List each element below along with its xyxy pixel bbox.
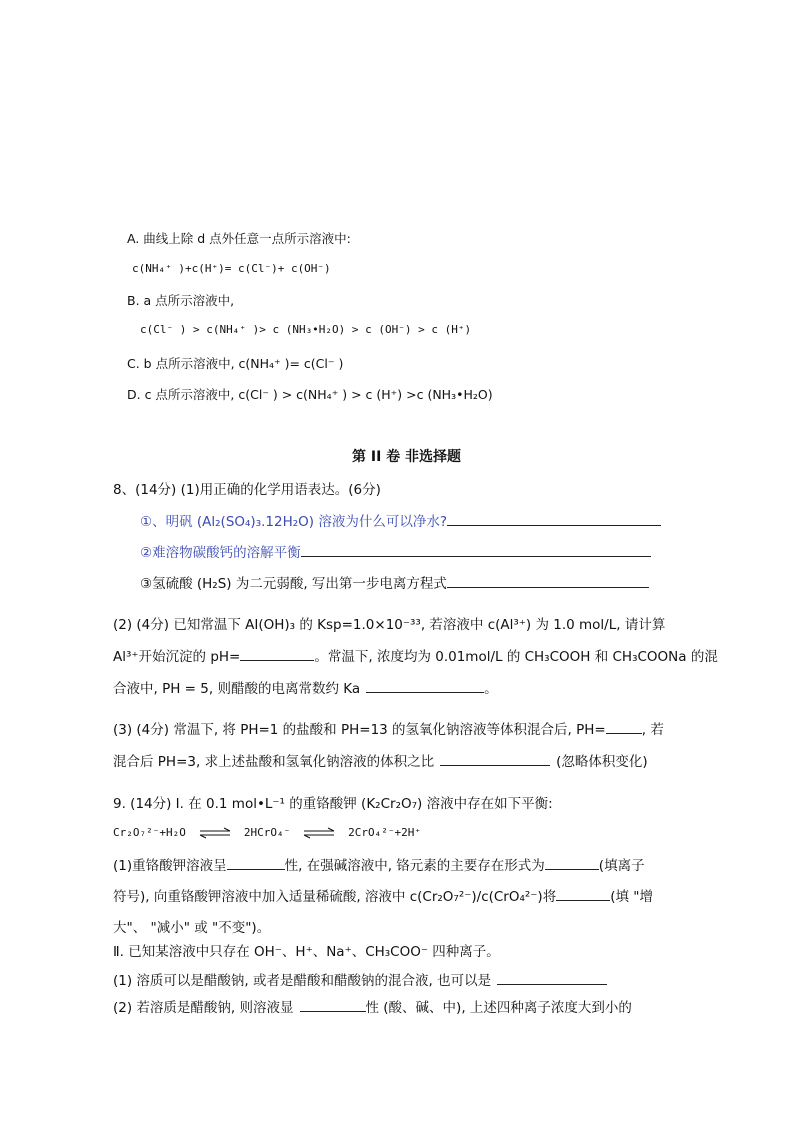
q8-ph-answer-blank[interactable] xyxy=(240,647,314,661)
equation-left: Cr₂O₇²⁻+H₂O xyxy=(113,826,186,839)
q8-part3-text-c: 混合后 PH=3, 求上述盐酸和氢氧化钠溶液的体积之比 xyxy=(113,754,435,770)
q9-equilibrium xyxy=(113,824,421,839)
q8-ka-answer-blank[interactable] xyxy=(366,679,484,693)
q9-acidity-blank[interactable] xyxy=(227,856,285,870)
q9-part2-sub1-text: (1) 溶质可以是醋酸钠, 或者是醋酸和醋酸钠的混合液, 也可以是 xyxy=(113,973,492,989)
q9-solute-blank[interactable] xyxy=(497,971,607,985)
q9-part1-line1 xyxy=(113,854,645,874)
q8-subq1 xyxy=(140,510,661,530)
option-a-line2: c(NH₄⁺ )+c(H⁺)= c(Cl⁻)+ c(OH⁻) xyxy=(132,262,331,275)
q9-solution-nature-blank[interactable] xyxy=(300,998,366,1012)
q9-part1-text-d: 符号), 向重铬酸钾溶液中加入适量稀硫酸, 溶液中 c(Cr₂O₇²⁻)/c(CrO₄²⁻)将 xyxy=(113,889,557,905)
q9-part2-sub1 xyxy=(113,969,607,989)
q8-subq3-answer-blank[interactable] xyxy=(447,574,649,588)
q8-subq1-text: ①、明矾 (Al₂(SO₄)₃.12H₂O) 溶液为什么可以净水? xyxy=(140,514,447,530)
q9-part2-heading: Ⅱ. 已知某溶液中只存在 OH⁻、H⁺、Na⁺、CH₃COO⁻ 四种离子。 xyxy=(113,944,500,960)
q8-subq3 xyxy=(140,572,649,592)
q8-part2-text-c: 合液中, PH = 5, 则醋酸的电离常数约 Ka xyxy=(113,681,361,697)
equation-middle: 2HCrO₄⁻ xyxy=(243,826,291,839)
q8-part2-text-a: Al³⁺开始沉淀的 pH= xyxy=(113,649,241,665)
q8-part3-text-d: (忽略体积变化) xyxy=(556,754,648,770)
q8-part3-line2 xyxy=(113,750,648,770)
q8-subq2 xyxy=(140,541,651,561)
q8-subq2-answer-blank[interactable] xyxy=(301,543,651,557)
q8-part2-text-d: 。 xyxy=(484,681,498,697)
q9-part1-text-e: (填 "增 xyxy=(610,889,653,905)
q8-part2-line3 xyxy=(113,677,498,697)
q9-part2-sub2 xyxy=(113,996,632,1016)
q8-subq2-text: ②难溶物碳酸钙的溶解平衡 xyxy=(140,545,301,561)
q9-part1-line2 xyxy=(113,885,653,905)
q8-subq1-answer-blank[interactable] xyxy=(447,512,661,526)
q9-part1-text-c: (填离子 xyxy=(598,858,645,874)
q9-part2-sub2-text-b: 性 (酸、碱、中), 上述四种离子浓度大到小的 xyxy=(365,1000,632,1016)
equation-right: 2CrO₄²⁻+2H⁺ xyxy=(348,826,422,839)
option-c-line1: C. b 点所示溶液中, c(NH₄⁺ )= c(Cl⁻ ) xyxy=(127,356,344,371)
q9-ratio-change-blank[interactable] xyxy=(556,887,610,901)
q8-part3-text-a: (3) (4分) 常温下, 将 PH=1 的盐酸和 PH=13 的氢氧化钠溶液等体积混合后, PH= xyxy=(113,722,606,738)
q8-part3-text-b: , 若 xyxy=(641,722,664,738)
q8-subq3-text: ③氢硫酸 (H₂S) 为二元弱酸, 写出第一步电离方程式 xyxy=(140,576,447,592)
q8-part3-ph-blank[interactable] xyxy=(606,720,642,734)
q8-part2-line1: (2) (4分) 已知常温下 AI(OH)₃ 的 Ksp=1.0×10⁻³³, 若溶液中 c(Al³⁺) 为 1.0 mol/L, 请计算 xyxy=(113,617,666,633)
option-a-line1: A. 曲线上除 d 点外任意一点所示溶液中: xyxy=(127,231,351,246)
q8-part3-line1 xyxy=(113,718,664,738)
q8-part2-line2 xyxy=(113,645,718,665)
q9-part1-line3: 大"、 "减小" 或 "不变")。 xyxy=(113,920,271,936)
section-title: 第 II 卷 非选择题 xyxy=(352,449,462,465)
equilibrium-arrow-icon xyxy=(302,827,336,839)
q9-chromium-form-blank[interactable] xyxy=(545,856,599,870)
q8-heading: 8、(14分) (1)用正确的化学用语表达。(6分) xyxy=(113,482,381,498)
q9-part2-sub2-text-a: (2) 若溶质是醋酸钠, 则溶液显 xyxy=(113,1000,294,1016)
q8-volume-ratio-blank[interactable] xyxy=(440,752,550,766)
equilibrium-arrow-icon xyxy=(198,827,232,839)
q9-part1-text-a: (1)重铬酸钾溶液呈 xyxy=(113,858,227,874)
option-d-line1: D. c 点所示溶液中, c(Cl⁻ ) > c(NH₄⁺ ) > c (H⁺) >c (NH₃•H₂O) xyxy=(127,387,493,402)
q8-part2-text-b: 。常温下, 浓度均为 0.01mol/L 的 CH₃COOH 和 CH₃COONa 的混 xyxy=(314,649,718,665)
q9-part1-text-b: 性, 在强碱溶液中, 铬元素的主要存在形式为 xyxy=(284,858,545,874)
option-b-line2: c(Cl⁻ ) > c(NH₄⁺ )> c (NH₃•H₂O) > c (OH⁻) > c (H⁺) xyxy=(140,323,472,336)
option-b-line1: B. a 点所示溶液中, xyxy=(127,293,235,308)
q9-heading: 9. (14分) Ⅰ. 在 0.1 mol•L⁻¹ 的重铬酸钾 (K₂Cr₂O₇) 溶液中存在如下平衡: xyxy=(113,796,553,812)
